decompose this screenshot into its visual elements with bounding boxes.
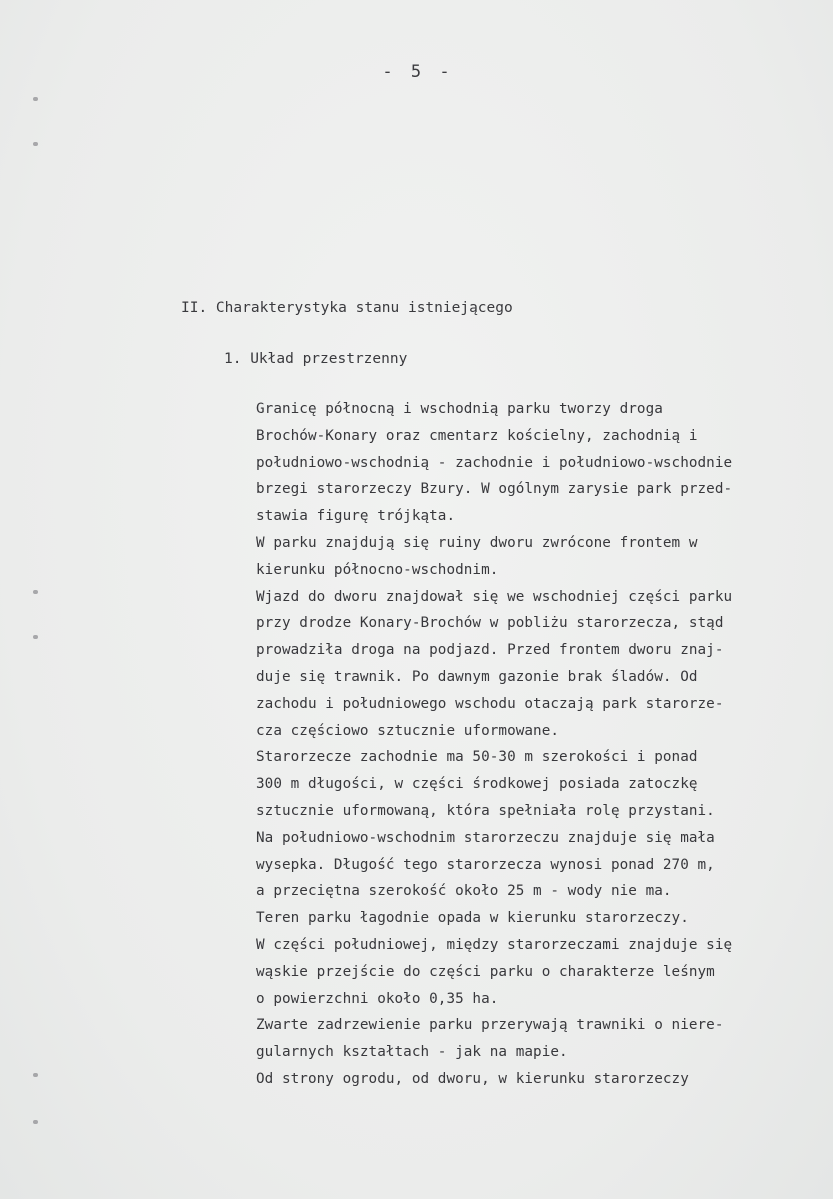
text-line: Teren parku łagodnie opada w kierunku starorzeczy. [256, 910, 689, 927]
text-line: zachodu i południowego wschodu otaczają park starorze- [256, 695, 724, 712]
text-line: wysepka. Długość tego starorzecza wynosi ponad 270 m, [256, 856, 715, 873]
text-line: W części południowej, między starorzeczami znajduje się [256, 936, 733, 953]
text-line: gularnych kształtach - jak na mapie. [256, 1044, 568, 1061]
margin-mark [33, 97, 38, 101]
text-line: Brochów-Konary oraz cmentarz kościelny, zachodnią i [256, 427, 698, 444]
text-line: Od strony ogrodu, od dworu, w kierunku starorzeczy [256, 1070, 689, 1087]
text-line: Na południowo-wschodnim starorzeczu znajduje się mała [256, 829, 715, 846]
margin-mark [33, 1073, 38, 1077]
section-heading: II. Charakterystyka stanu istniejącego [181, 300, 513, 316]
text-line: sztucznie uformowaną, która spełniała rolę przystani. [256, 802, 715, 819]
text-line: prowadziła droga na podjazd. Przed frontem dworu znaj- [256, 642, 724, 659]
text-line: Granicę północną i wschodnią parku tworzy droga [256, 401, 663, 417]
text-line: a przeciętna szerokość około 25 m - wody nie ma. [256, 883, 672, 900]
page-number: - 5 - [382, 62, 451, 82]
margin-mark [33, 142, 38, 146]
text-line: stawia figurę trójkąta. [256, 508, 456, 525]
margin-mark [33, 590, 38, 594]
text-line: wąskie przejście do części parku o charakterze leśnym [256, 963, 715, 980]
text-line: o powierzchni około 0,35 ha. [256, 990, 499, 1007]
text-line: duje się trawnik. Po dawnym gazonie brak śladów. Od [256, 668, 698, 685]
text-line: południowo-wschodnią - zachodnie i południowo-wschodnie [256, 454, 733, 471]
text-line: 300 m długości, w części środkowej posiada zatoczkę [256, 776, 698, 793]
margin-mark [33, 635, 38, 639]
text-line: brzegi starorzeczy Bzury. W ogólnym zarysie park przed- [256, 481, 733, 498]
text-line: cza częściowo sztucznie uformowane. [256, 722, 560, 739]
text-line: Starorzecze zachodnie ma 50-30 m szerokości i ponad [256, 749, 698, 766]
subsection-heading: 1. Układ przestrzenny [224, 351, 408, 367]
body-text [256, 396, 826, 1093]
text-line: Wjazd do dworu znajdował się we wschodniej części parku [256, 588, 733, 605]
text-line: przy drodze Konary-Brochów w pobliżu starorzecza, stąd [256, 615, 724, 632]
text-line: W parku znajdują się ruiny dworu zwrócone frontem w [256, 534, 698, 551]
text-line: kierunku północno-wschodnim. [256, 561, 499, 578]
text-line: Zwarte zadrzewienie parku przerywają trawniki o niere- [256, 1017, 724, 1034]
margin-mark [33, 1120, 38, 1124]
